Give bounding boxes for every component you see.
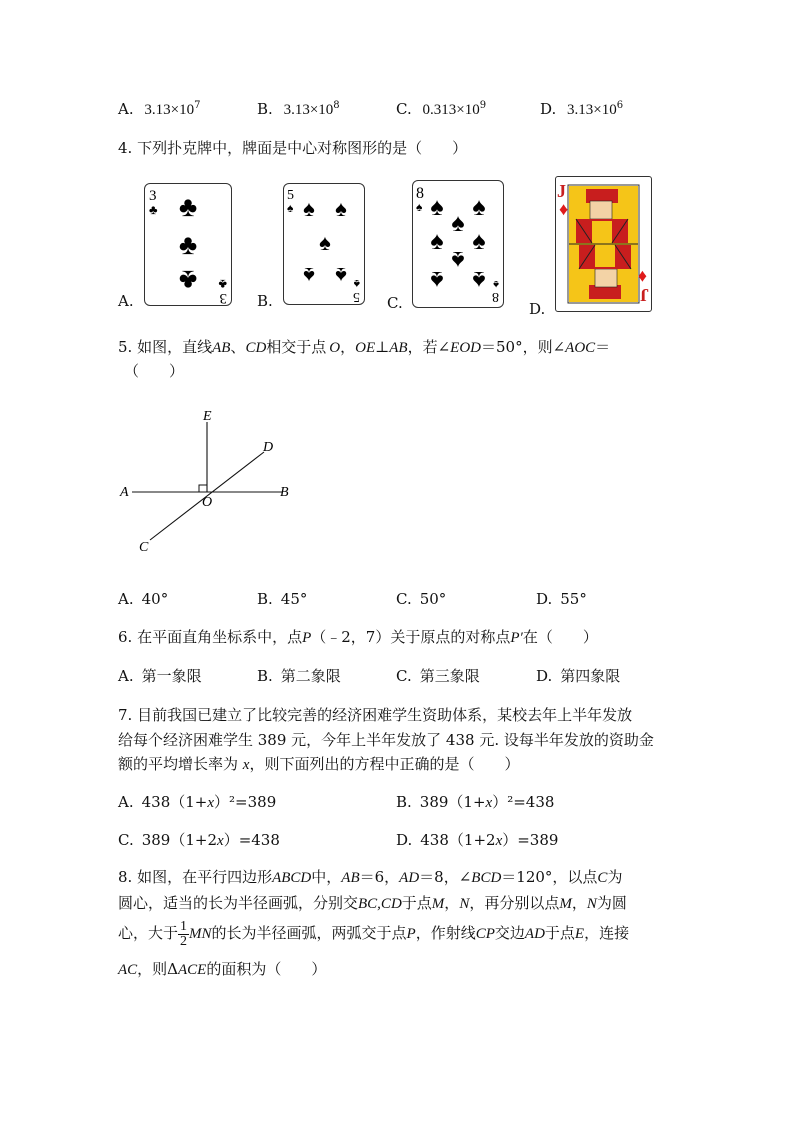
spade-icon: ♠	[319, 230, 331, 255]
q4-option-a[interactable]: A.	[118, 292, 134, 310]
card-8-spades-face	[413, 181, 503, 307]
q5-answer-paren: （ ）	[124, 362, 185, 380]
card-5-spades-face	[284, 184, 364, 304]
card-rank: 3	[219, 290, 227, 305]
q8-stem-line1: 8. 如图，在平行四边形ABCD中，AB＝6，AD＝8，∠BCD＝120°，以点C为	[118, 868, 623, 886]
q7-stem-line1: 7. 目前我国已建立了比较完善的经济困难学生资助体系，某校去年上半年发放	[118, 706, 633, 724]
card-3-clubs	[144, 183, 232, 306]
card-rank: 5	[287, 188, 294, 203]
q5-diagram	[110, 400, 310, 560]
spade-icon: ♠	[472, 228, 486, 255]
card-rank: J	[640, 285, 649, 305]
card-rank: 8	[492, 289, 499, 304]
spade-icon: ♠	[451, 246, 465, 273]
card-8-spades	[412, 180, 504, 308]
label-o: O	[202, 495, 213, 510]
card-3-clubs-face	[145, 184, 231, 305]
q7-option-d[interactable]: D. 438（1+2x）=389	[396, 831, 559, 849]
q7-option-b[interactable]: B. 389（1+x）²=438	[396, 793, 555, 811]
club-icon: ♣	[149, 202, 158, 217]
spade-icon: ♠	[430, 194, 444, 221]
fraction-half: $\frac{1}{2}$	[180, 918, 188, 949]
q8-stem-line3: 心，大于 $\frac{1}{2}$ MN的长为半径画弧，两弧交于点P，作射线CP交边AD于点E，连接	[118, 918, 630, 949]
q5-option-b[interactable]: B. 45°	[257, 590, 308, 608]
q3-option-a[interactable]: A. $3.13\times 10^7$	[118, 100, 201, 118]
spade-icon: ♠	[353, 277, 360, 291]
q6-option-d[interactable]: D. 第四象限	[536, 667, 621, 685]
q5-option-a[interactable]: A. 40°	[118, 590, 169, 608]
q4-option-c[interactable]: C.	[387, 294, 403, 312]
spade-icon: ♠	[451, 210, 465, 237]
q4-option-b[interactable]: B.	[257, 292, 273, 310]
q7-option-c[interactable]: C. 389（1+2x）=438	[118, 831, 280, 849]
q7-stem-line3: 额的平均增长率为 x，则下面列出的方程中正确的是（ ）	[118, 755, 520, 773]
diamond-icon: ♦	[637, 267, 647, 287]
spade-icon: ♠	[472, 266, 486, 293]
label-e: E	[203, 409, 212, 424]
q6-option-c[interactable]: C. 第三象限	[396, 667, 480, 685]
card-rank: 3	[149, 188, 157, 204]
card-rank: J	[557, 181, 566, 201]
q6-option-b[interactable]: B. 第二象限	[257, 667, 341, 685]
label-a: A	[120, 485, 129, 500]
club-icon: ♣	[218, 277, 227, 292]
spade-icon: ♠	[287, 201, 294, 215]
card-5-spades	[283, 183, 365, 305]
spade-icon: ♠	[303, 263, 315, 288]
club-icon: ♣	[178, 264, 198, 295]
label-d: D	[263, 440, 274, 455]
label-c: C	[139, 540, 149, 555]
q5-stem: 5. 如图，直线AB、CD相交于点 O，OE⊥AB，若∠EOD＝50°，则∠AOC＝	[118, 338, 611, 356]
q5-option-c[interactable]: C. 50°	[396, 590, 447, 608]
q6-stem: 6. 在平面直角坐标系中，点P（﹣2，7）关于原点的对称点P′在（ ）	[118, 628, 598, 646]
label-b: B	[280, 485, 289, 500]
spade-icon: ♠	[303, 196, 315, 221]
q8-stem-line4: AC，则ΔACE的面积为（ ）	[118, 960, 327, 978]
q7-option-a[interactable]: A. 438（1+x）²=389	[118, 793, 277, 811]
card-jack-diamonds	[555, 176, 652, 312]
spade-icon: ♠	[493, 278, 499, 290]
club-icon: ♣	[178, 230, 198, 261]
q7-stem-line2: 给每个经济困难学生 389 元，今年上半年发放了 438 元. 设每半年发放的资助金	[118, 731, 654, 749]
spade-icon: ♠	[430, 228, 444, 255]
club-icon: ♣	[178, 192, 198, 223]
q4-option-d[interactable]: D.	[529, 300, 546, 318]
card-rank: 5	[353, 289, 360, 304]
spade-icon: ♠	[335, 196, 347, 221]
right-angle-mark	[199, 485, 207, 492]
q3-option-c[interactable]: C. $0.313\times 10^9$	[396, 100, 487, 118]
q6-option-a[interactable]: A. 第一象限	[118, 667, 202, 685]
q3-option-b[interactable]: B. $3.13\times 10^8$	[257, 100, 340, 118]
spade-icon: ♠	[416, 200, 423, 214]
card-rank: 8	[416, 185, 424, 202]
spade-icon: ♠	[335, 263, 347, 288]
spade-icon: ♠	[430, 266, 444, 293]
q4-stem: 4. 下列扑克牌中，牌面是中心对称图形的是（ ）	[118, 139, 468, 157]
q3-option-d[interactable]: D. $3.13\times 10^6$	[540, 100, 624, 118]
spade-icon: ♠	[472, 194, 486, 221]
q8-stem-line2: 圆心，适当的长为半径画弧，分别交BC,CD于点M，N，再分别以点M，N为圆	[118, 894, 627, 912]
q5-option-d[interactable]: D. 55°	[536, 590, 587, 608]
card-jack-diamonds-face	[556, 177, 651, 311]
diamond-icon: ♦	[559, 199, 569, 219]
